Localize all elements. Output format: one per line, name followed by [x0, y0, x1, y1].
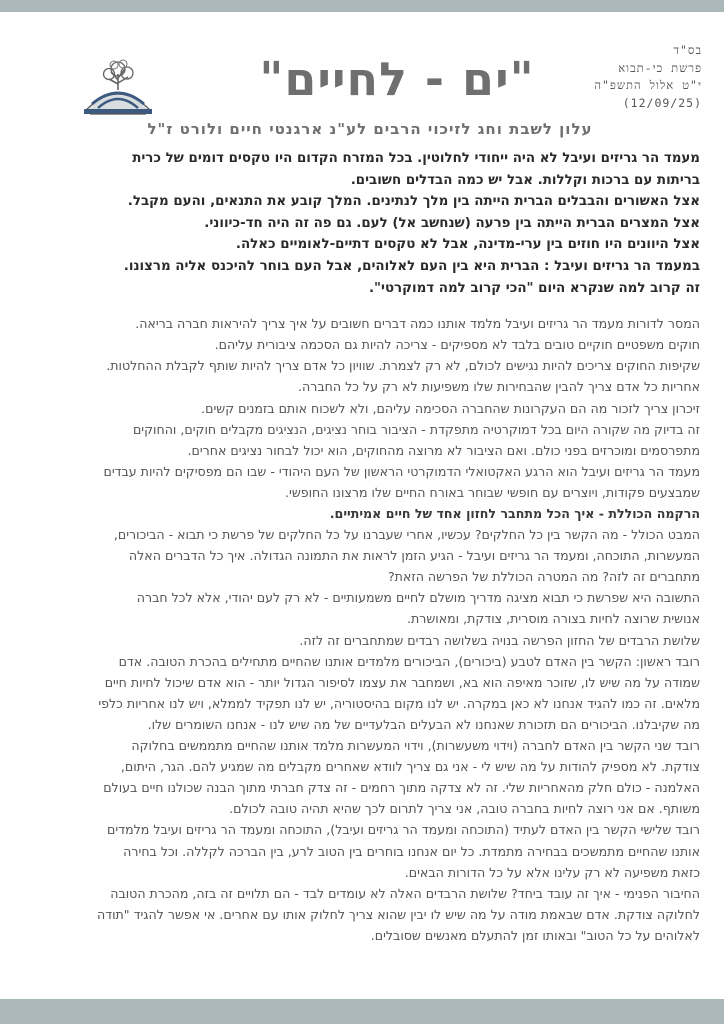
body-line: המסר לדורות מעמד הר גריזים ועיבל מלמד אותנו כמה דברים חשובים על איך צריך להיראות חברה בריאה.: [135, 316, 700, 332]
newsletter-subtitle: עלון לשבת וחג לזיכוי הרבים לע"נ ארגנטי חיים ולורט ז"ל: [147, 120, 593, 138]
body-line: רובד שלישי הקשר בין האדם לעתיד (התוכחה ומעמד הר גריזים ועיבל), התוכחה ומעמד הר גריזים ועיבל מלמדים: [107, 822, 700, 838]
body-line: מתפרסמים ומוכרזים בפני כולם. ואם הציבור לא מרוצה מהחוקים, הוא יכול לבחור נציגים אחרים.: [187, 442, 700, 458]
body-line: התשובה היא שפרשת כי תבוא מציגה מדריך מושלם לחיים משמעותיים - לא רק לעם יהודי, אלא לכל חברה: [136, 590, 700, 606]
body-line: מה שקיבלנו. הביכורים הם תזכורת שאנחנו לא הבעלים הבלעדיים של מה שיש לנו - אנחנו השומרים שלו.: [147, 716, 700, 732]
body-line: צודקת. לא מספיק להודות על מה שיש לי - אני גם צריך לוודא שאחרים מקבלים מה שמגיע להם. הגר, היתום,: [120, 759, 700, 775]
intro-line: אצל האשורים והבבלים הברית הייתה בין מלך לנתינים. המלך קובע את התנאים, והעם מקבל.: [127, 194, 700, 210]
body-line: שקיפות החוקים צריכים להיות נגישים לכולם, לא רק לצמרת. שוויון כל אדם צריך להיות שותף לקבלת ההחלטות.: [106, 358, 700, 374]
bottom-band: [0, 999, 724, 1024]
body-line: שלושת הרבדים של החזון הפרשה בנויה בשלושה רבדים שמתחברים זה לזה.: [299, 632, 700, 648]
body-line: זה בדיוק מה שקורה היום בכל דמוקרטיה מתפקדת - הציבור בוחר נציגים, הנציגים מקבלים חוקים, והחוקים: [132, 421, 700, 437]
body-line: שמבצעים פקודות, ויוצרים עם חופשי שבוחר באורח החיים שלו מרצונו החופשי.: [285, 484, 700, 500]
article: [24, 148, 700, 946]
meta-line: י"ט אלול התשפ"ה: [594, 78, 702, 92]
intro-line: זה קרוב למה שנקרא היום "הכי קרוב למה דמוקרטי".: [368, 280, 700, 296]
body-line: מלאים. זה כמו להגיד אנחנו לא כאן במקרה. יש לנו מקום בהיסטוריה, יש לנו תפקיד לממלא, ויש לנו אחריות כלפי: [98, 695, 700, 711]
header: [0, 12, 724, 120]
tree-over-dome-icon: [78, 56, 158, 120]
body-section: [24, 313, 700, 946]
intro-line: מעמד הר גריזים ועיבל לא היה ייחודי לחלוטין. בכל המזרח הקדום היו טקסים דומים של כרית: [132, 151, 700, 166]
body-line: מעמד הר גריזים ועיבל הוא הרגע האקטואלי הדמוקרטי הראשון של העם היהודי - שבו הם מפסיקים להיות עבדים: [103, 463, 700, 479]
body-line: המעשרות, התוכחה, ומעמד הר גריזים ועיבל - הגיע הזמן לראות את התמונה הגדולה. איך כל הדברים האלה: [128, 548, 700, 564]
body-line: החיבור הפנימי - איך זה עובד ביחד? שלושת הרבדים האלה לא עומדים לבד - הם תלויים זה בזה, מהכרת הטובה: [110, 885, 700, 901]
body-line: שמודה על מה שיש לו, שזוכר מאיפה הוא בא, ושמחבר את עצמו לסיפור הגדול יותר - הוא אדם שיכול לחיות חיים: [104, 674, 700, 690]
body-line: לחלוקה צודקת. אדם שבאמת מודה על מה שיש לו יבין שהוא צריך לחלוק אותו עם אחרים. אי אפשר להגיד "תודה: [96, 906, 700, 922]
section-heading: הרקמה הכוללת - איך הכל מתחבר לחזון אחד של חיים אמיתיים.: [329, 506, 700, 521]
date-block: [552, 42, 702, 112]
body-line: לאלוהים על כל הטוב" ובאותו זמן להתעלם מאנשים שסובלים.: [370, 927, 700, 943]
body-line: אחריות כל אדם צריך להבין שהבחירות שלו משפיעות לא רק על כל החברה.: [298, 379, 700, 395]
body-line: משותף. אם אני רוצה לחיות בחברה טובה, אני צריך לתרום לכך שהיא תהיה טובה לכולם.: [229, 801, 700, 817]
body-line: רובד שני הקשר בין האדם לחברה (וידוי משעשרות), וידוי המעשרות מלמד אותנו שהחיים מתממשים בחלוקה: [131, 738, 700, 754]
body-line: רובד ראשון: הקשר בין האדם לטבע (ביכורים), הביכורים מלמדים אותנו שהחיים מתחילים בהכרת הטובה. אדם: [118, 653, 700, 669]
intro-section: [24, 148, 700, 299]
body-line: חוקים משפטיים חוקיים טובים בלבד לא מספיקים - צריכה להיות גם הסכמה ציבורית עליהם.: [214, 337, 700, 353]
body-line: המבט הכולל - מה הקשר בין כל החלקים? עכשיו, אחרי שעברנו על כל החלקים של פרשת כי תבוא - הביכורים,: [113, 527, 700, 543]
intro-line: אצל היוונים היו חוזים בין ערי-מדינה, אבל לא טקסים דתיים-לאומיים כאלה.: [235, 237, 700, 253]
meta-line: בס"ד: [673, 43, 702, 57]
body-line: זיכרון צריך לזכור מה הם העקרונות שהחברה הסכימה עליהם, ולא לשכוח אותם בזמנים קשים.: [201, 400, 700, 416]
body-line: אותנו שהחיים מתמשכים בבחירה מתמדת. כל יום אנחנו בוחרים בין הטוב לרע, בין הברכה לקללה. וכל בחירה: [123, 843, 700, 859]
top-band: [0, 0, 724, 12]
intro-line: אצל המצרים הברית הייתה בין פרעה (שנחשב אל) לעם. גם פה זה היה חד-כיווני.: [204, 215, 700, 231]
body-line: אנושית שרוצה לחיות בצורה מוסרית, צודקת, ומאושרת.: [406, 611, 700, 627]
intro-line: במעמד הר גריזים ועיבל : הברית היא בין העם לאלוהים, אבל העם בוחר להיכנס אליה מרצונו.: [123, 258, 700, 274]
meta-line: פרשת כי-תבוא: [618, 60, 702, 75]
body-line: האלמנה - כולם חלק מהאחריות שלי. זה לא צדקה מתוך רחמים - זה צדק חברתי מתוך הבנה שכולנו חיים בעולם: [103, 780, 700, 796]
body-line: כזאת משפיעה לא רק עלינו אלא על כל הדורות הבאים.: [404, 864, 700, 880]
body-line: מתחברים זה לזה? מה המטרה הכוללת של הפרשה הזאת?: [387, 569, 700, 585]
intro-line: בריתות עם ברכות וקללות. אבל יש כמה הבדלים חשובים.: [350, 172, 700, 188]
meta-line: (12/09/25): [622, 95, 702, 110]
newsletter-title: "ים - לחיים": [259, 52, 535, 106]
